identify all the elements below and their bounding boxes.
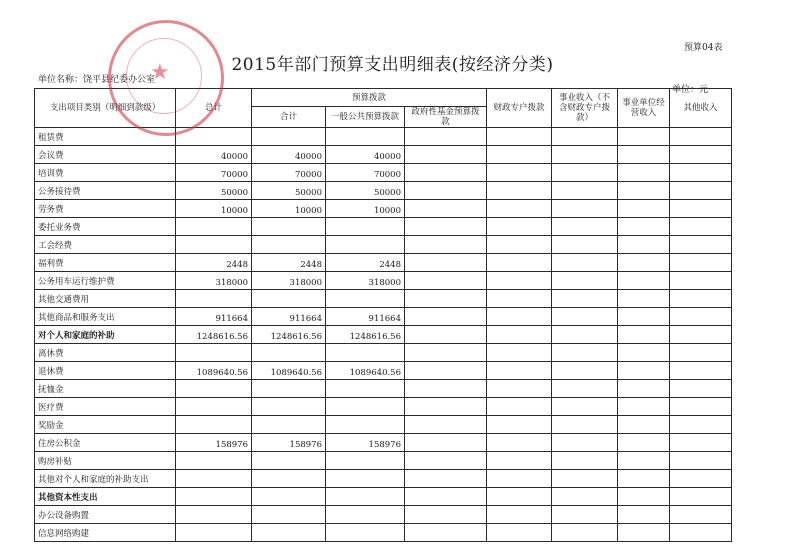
cell-special	[487, 488, 552, 506]
table-row	[35, 200, 732, 218]
row-label: 抚恤金	[35, 380, 176, 398]
cell-total: 2448	[176, 254, 252, 272]
cell-biz-op	[618, 452, 670, 470]
cell-total: 1248616.56	[176, 326, 252, 344]
cell-special	[487, 236, 552, 254]
cell-general	[326, 344, 405, 362]
cell-total: 40000	[176, 146, 252, 164]
table-row	[35, 524, 732, 542]
cell-total	[176, 344, 252, 362]
cell-biz-income	[552, 326, 618, 344]
cell-special	[487, 128, 552, 146]
cell-subtotal	[252, 524, 326, 542]
col-fund-header: 政府性基金预算拨款	[405, 107, 487, 128]
col-special-header: 财政专户拨款	[487, 89, 552, 128]
cell-biz-income	[552, 146, 618, 164]
row-label: 住房公积金	[35, 434, 176, 452]
cell-total	[176, 488, 252, 506]
budget-table	[34, 88, 732, 542]
cell-fund	[405, 308, 487, 326]
cell-special	[487, 470, 552, 488]
row-label: 工会经费	[35, 236, 176, 254]
col-biz-income-header: 事业收入（不含财政专户拨款）	[552, 89, 618, 128]
cell-biz-income	[552, 506, 618, 524]
table-row	[35, 146, 732, 164]
row-label: 其他商品和服务支出	[35, 308, 176, 326]
cell-biz-income	[552, 308, 618, 326]
cell-general: 70000	[326, 164, 405, 182]
cell-special	[487, 380, 552, 398]
cell-total	[176, 524, 252, 542]
cell-subtotal: 70000	[252, 164, 326, 182]
cell-subtotal: 2448	[252, 254, 326, 272]
cell-special	[487, 272, 552, 290]
cell-biz-income	[552, 362, 618, 380]
cell-general: 1248616.56	[326, 326, 405, 344]
cell-subtotal	[252, 416, 326, 434]
cell-other	[670, 182, 732, 200]
cell-biz-income	[552, 380, 618, 398]
cell-other	[670, 434, 732, 452]
col-general-header: 一般公共预算拨款	[326, 107, 405, 128]
cell-total	[176, 290, 252, 308]
cell-general	[326, 218, 405, 236]
cell-subtotal	[252, 218, 326, 236]
cell-biz-op	[618, 290, 670, 308]
cell-fund	[405, 452, 487, 470]
cell-general	[326, 380, 405, 398]
cell-biz-op	[618, 218, 670, 236]
row-label: 医疗费	[35, 398, 176, 416]
cell-subtotal	[252, 452, 326, 470]
cell-general	[326, 470, 405, 488]
cell-fund	[405, 506, 487, 524]
table-row	[35, 290, 732, 308]
cell-subtotal: 50000	[252, 182, 326, 200]
cell-biz-income	[552, 272, 618, 290]
table-row	[35, 362, 732, 380]
cell-special	[487, 416, 552, 434]
table-row	[35, 218, 732, 236]
cell-biz-op	[618, 398, 670, 416]
seal-star-icon: ★	[150, 60, 170, 85]
cell-biz-op	[618, 128, 670, 146]
cell-biz-op	[618, 254, 670, 272]
cell-subtotal: 10000	[252, 200, 326, 218]
cell-other	[670, 524, 732, 542]
table-row	[35, 416, 732, 434]
cell-total	[176, 416, 252, 434]
table-row	[35, 506, 732, 524]
table-row	[35, 380, 732, 398]
cell-total	[176, 452, 252, 470]
cell-subtotal: 1089640.56	[252, 362, 326, 380]
cell-fund	[405, 416, 487, 434]
cell-biz-income	[552, 344, 618, 362]
cell-biz-op	[618, 308, 670, 326]
cell-fund	[405, 470, 487, 488]
cell-biz-op	[618, 182, 670, 200]
cell-biz-op	[618, 236, 670, 254]
cell-other	[670, 380, 732, 398]
cell-other	[670, 218, 732, 236]
cell-general: 10000	[326, 200, 405, 218]
table-row	[35, 164, 732, 182]
cell-general: 911664	[326, 308, 405, 326]
cell-special	[487, 524, 552, 542]
row-label: 公务接待费	[35, 182, 176, 200]
cell-subtotal	[252, 290, 326, 308]
cell-subtotal: 1248616.56	[252, 326, 326, 344]
cell-special	[487, 146, 552, 164]
cell-biz-income	[552, 398, 618, 416]
row-label: 租赁费	[35, 128, 176, 146]
cell-fund	[405, 200, 487, 218]
cell-biz-op	[618, 416, 670, 434]
col-total-header: 总计	[176, 89, 252, 128]
cell-special	[487, 362, 552, 380]
row-label: 对个人和家庭的补助	[35, 326, 176, 344]
cell-other	[670, 470, 732, 488]
cell-biz-op	[618, 506, 670, 524]
cell-other	[670, 326, 732, 344]
row-label: 离休费	[35, 344, 176, 362]
cell-subtotal	[252, 488, 326, 506]
cell-general	[326, 416, 405, 434]
table-row	[35, 308, 732, 326]
form-number: 预算04表	[684, 43, 723, 53]
page-title: 2015年部门预算支出明细表(按经济分类)	[231, 55, 554, 75]
cell-biz-income	[552, 128, 618, 146]
col-budget-group-header: 预算拨款	[252, 89, 487, 107]
cell-other	[670, 128, 732, 146]
cell-biz-income	[552, 524, 618, 542]
cell-fund	[405, 164, 487, 182]
cell-fund	[405, 380, 487, 398]
cell-subtotal	[252, 344, 326, 362]
row-label: 会议费	[35, 146, 176, 164]
cell-general	[326, 524, 405, 542]
cell-biz-op	[618, 488, 670, 506]
table-row	[35, 452, 732, 470]
cell-subtotal	[252, 380, 326, 398]
cell-subtotal: 318000	[252, 272, 326, 290]
cell-biz-income	[552, 434, 618, 452]
cell-other	[670, 452, 732, 470]
cell-subtotal	[252, 398, 326, 416]
row-label: 其他对个人和家庭的补助支出	[35, 470, 176, 488]
cell-biz-op	[618, 380, 670, 398]
cell-total: 1089640.56	[176, 362, 252, 380]
cell-general	[326, 236, 405, 254]
cell-biz-op	[618, 326, 670, 344]
table-row	[35, 434, 732, 452]
row-label: 购房补贴	[35, 452, 176, 470]
cell-biz-income	[552, 470, 618, 488]
cell-special	[487, 254, 552, 272]
col-biz-op-header: 事业单位经营收入	[618, 89, 670, 128]
table-row	[35, 128, 732, 146]
cell-biz-income	[552, 254, 618, 272]
cell-special	[487, 326, 552, 344]
cell-other	[670, 272, 732, 290]
cell-biz-income	[552, 236, 618, 254]
row-label: 委托业务费	[35, 218, 176, 236]
cell-biz-income	[552, 182, 618, 200]
cell-biz-income	[552, 200, 618, 218]
cell-special	[487, 308, 552, 326]
cell-fund	[405, 290, 487, 308]
cell-biz-income	[552, 488, 618, 506]
table-row	[35, 272, 732, 290]
cell-fund	[405, 398, 487, 416]
cell-special	[487, 452, 552, 470]
cell-other	[670, 416, 732, 434]
cell-other	[670, 308, 732, 326]
cell-general: 1089640.56	[326, 362, 405, 380]
cell-subtotal: 40000	[252, 146, 326, 164]
cell-total: 911664	[176, 308, 252, 326]
cell-biz-op	[618, 272, 670, 290]
cell-biz-op	[618, 344, 670, 362]
cell-other	[670, 506, 732, 524]
cell-fund	[405, 272, 487, 290]
cell-other	[670, 254, 732, 272]
cell-subtotal	[252, 236, 326, 254]
cell-biz-income	[552, 164, 618, 182]
cell-fund	[405, 146, 487, 164]
cell-total: 70000	[176, 164, 252, 182]
cell-subtotal	[252, 128, 326, 146]
cell-fund	[405, 344, 487, 362]
cell-special	[487, 290, 552, 308]
cell-total: 318000	[176, 272, 252, 290]
col-subtotal-header: 合计	[252, 107, 326, 128]
cell-special	[487, 344, 552, 362]
cell-other	[670, 164, 732, 182]
cell-special	[487, 182, 552, 200]
cell-general: 50000	[326, 182, 405, 200]
row-label: 退休费	[35, 362, 176, 380]
cell-fund	[405, 128, 487, 146]
cell-biz-income	[552, 416, 618, 434]
row-label: 办公设备购置	[35, 506, 176, 524]
table-row	[35, 488, 732, 506]
cell-fund	[405, 488, 487, 506]
table-row	[35, 236, 732, 254]
cell-biz-income	[552, 452, 618, 470]
organization-name: 单位名称：饶平县纪委办公室	[38, 75, 156, 85]
table-row	[35, 326, 732, 344]
currency-unit: 单位：元	[672, 85, 709, 95]
cell-other	[670, 236, 732, 254]
cell-subtotal: 158976	[252, 434, 326, 452]
cell-biz-op	[618, 470, 670, 488]
table-row	[35, 398, 732, 416]
cell-total: 50000	[176, 182, 252, 200]
row-label: 劳务费	[35, 200, 176, 218]
cell-general	[326, 398, 405, 416]
cell-subtotal	[252, 470, 326, 488]
cell-special	[487, 398, 552, 416]
cell-special	[487, 164, 552, 182]
cell-other	[670, 362, 732, 380]
cell-other	[670, 200, 732, 218]
cell-other	[670, 290, 732, 308]
cell-special	[487, 200, 552, 218]
cell-general: 158976	[326, 434, 405, 452]
table-row	[35, 254, 732, 272]
row-label: 信息网络购建	[35, 524, 176, 542]
cell-special	[487, 218, 552, 236]
cell-fund	[405, 434, 487, 452]
cell-biz-op	[618, 434, 670, 452]
col-other-header: 其他收入	[670, 89, 732, 128]
table-row	[35, 344, 732, 362]
cell-other	[670, 398, 732, 416]
cell-biz-op	[618, 200, 670, 218]
cell-general: 2448	[326, 254, 405, 272]
cell-total: 10000	[176, 200, 252, 218]
cell-fund	[405, 236, 487, 254]
cell-subtotal: 911664	[252, 308, 326, 326]
cell-fund	[405, 524, 487, 542]
cell-biz-op	[618, 362, 670, 380]
cell-total	[176, 218, 252, 236]
cell-subtotal	[252, 506, 326, 524]
row-label: 福利费	[35, 254, 176, 272]
cell-fund	[405, 254, 487, 272]
cell-general	[326, 452, 405, 470]
cell-fund	[405, 326, 487, 344]
cell-total	[176, 470, 252, 488]
cell-other	[670, 344, 732, 362]
cell-general	[326, 128, 405, 146]
row-label: 公务用车运行维护费	[35, 272, 176, 290]
row-label: 奖励金	[35, 416, 176, 434]
cell-general: 40000	[326, 146, 405, 164]
cell-total	[176, 380, 252, 398]
cell-other	[670, 146, 732, 164]
cell-general	[326, 290, 405, 308]
cell-total	[176, 398, 252, 416]
cell-biz-op	[618, 146, 670, 164]
cell-biz-op	[618, 524, 670, 542]
table-row	[35, 470, 732, 488]
cell-fund	[405, 182, 487, 200]
cell-general: 318000	[326, 272, 405, 290]
cell-fund	[405, 218, 487, 236]
table-row	[35, 182, 732, 200]
row-label: 培训费	[35, 164, 176, 182]
cell-special	[487, 434, 552, 452]
cell-total: 158976	[176, 434, 252, 452]
col-item-header: 支出项目类别（明细到款级）	[35, 89, 176, 128]
cell-biz-op	[618, 164, 670, 182]
cell-total	[176, 236, 252, 254]
cell-general	[326, 488, 405, 506]
cell-biz-income	[552, 218, 618, 236]
cell-total	[176, 506, 252, 524]
cell-biz-income	[552, 290, 618, 308]
row-label: 其他资本性支出	[35, 488, 176, 506]
cell-special	[487, 506, 552, 524]
cell-other	[670, 488, 732, 506]
cell-fund	[405, 362, 487, 380]
row-label: 其他交通费用	[35, 290, 176, 308]
cell-general	[326, 506, 405, 524]
